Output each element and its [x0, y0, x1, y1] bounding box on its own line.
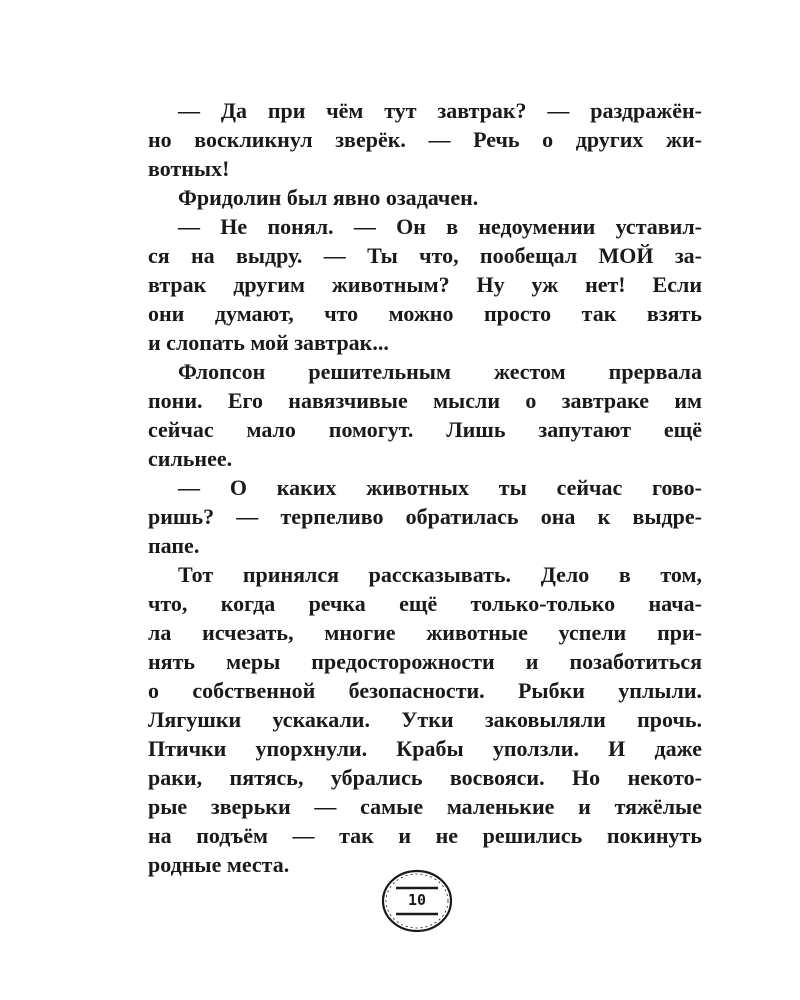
text-line: рые зверьки — самые маленькие и тяжёлые — [148, 794, 702, 819]
text-line: они думают, что можно просто так взять — [148, 301, 702, 326]
text-line: — Да при чём тут завтрак? — раздражён- — [178, 98, 702, 123]
text-line: пони. Его навязчивые мысли о завтраке им — [148, 388, 702, 413]
text-line: Птички упорхнули. Крабы уползли. И даже — [148, 736, 702, 761]
text-line: ся на выдру. — Ты что, пообещал МОЙ за- — [148, 243, 702, 268]
text-line: сейчас мало помогут. Лишь запутают ещё — [148, 417, 702, 442]
page-number: 10 — [407, 891, 427, 909]
text-line: что, когда речка ещё только-только нача- — [148, 591, 702, 616]
text-line: втрак другим животным? Ну уж нет! Если — [148, 272, 702, 297]
text-line: нять меры предосторожности и позаботиться — [148, 649, 702, 674]
text-line: Тот принялся рассказывать. Дело в том, — [178, 562, 702, 587]
text-line: Лягушки ускакали. Утки заковыляли прочь. — [148, 707, 702, 732]
text-line: — О каких животных ты сейчас гово- — [178, 475, 702, 500]
text-line: раки, пятясь, убрались восвояси. Но некото- — [148, 765, 702, 790]
text-line: папе. — [148, 533, 200, 558]
text-line: Флопсон решительным жестом прервала — [178, 359, 702, 384]
text-line: ла исчезать, многие животные успели при- — [148, 620, 702, 645]
text-line: — Не понял. — Он в недоумении уставил- — [178, 214, 702, 239]
page-number-badge — [380, 868, 454, 934]
text-line: Фридолин был явно озадачен. — [178, 185, 479, 210]
body-text — [148, 96, 702, 879]
text-line: на подъём — так и не решились покинуть — [148, 823, 702, 848]
text-line: родные места. — [148, 852, 290, 877]
text-line: ришь? — терпеливо обратилась она к выдре- — [148, 504, 702, 529]
text-line: сильнее. — [148, 446, 233, 471]
text-line: вотных! — [148, 156, 230, 181]
text-line: но воскликнул зверёк. — Речь о других жи- — [148, 127, 702, 152]
text-line: о собственной безопасности. Рыбки уплыли. — [148, 678, 702, 703]
text-line: и слопать мой завтрак... — [148, 330, 389, 355]
